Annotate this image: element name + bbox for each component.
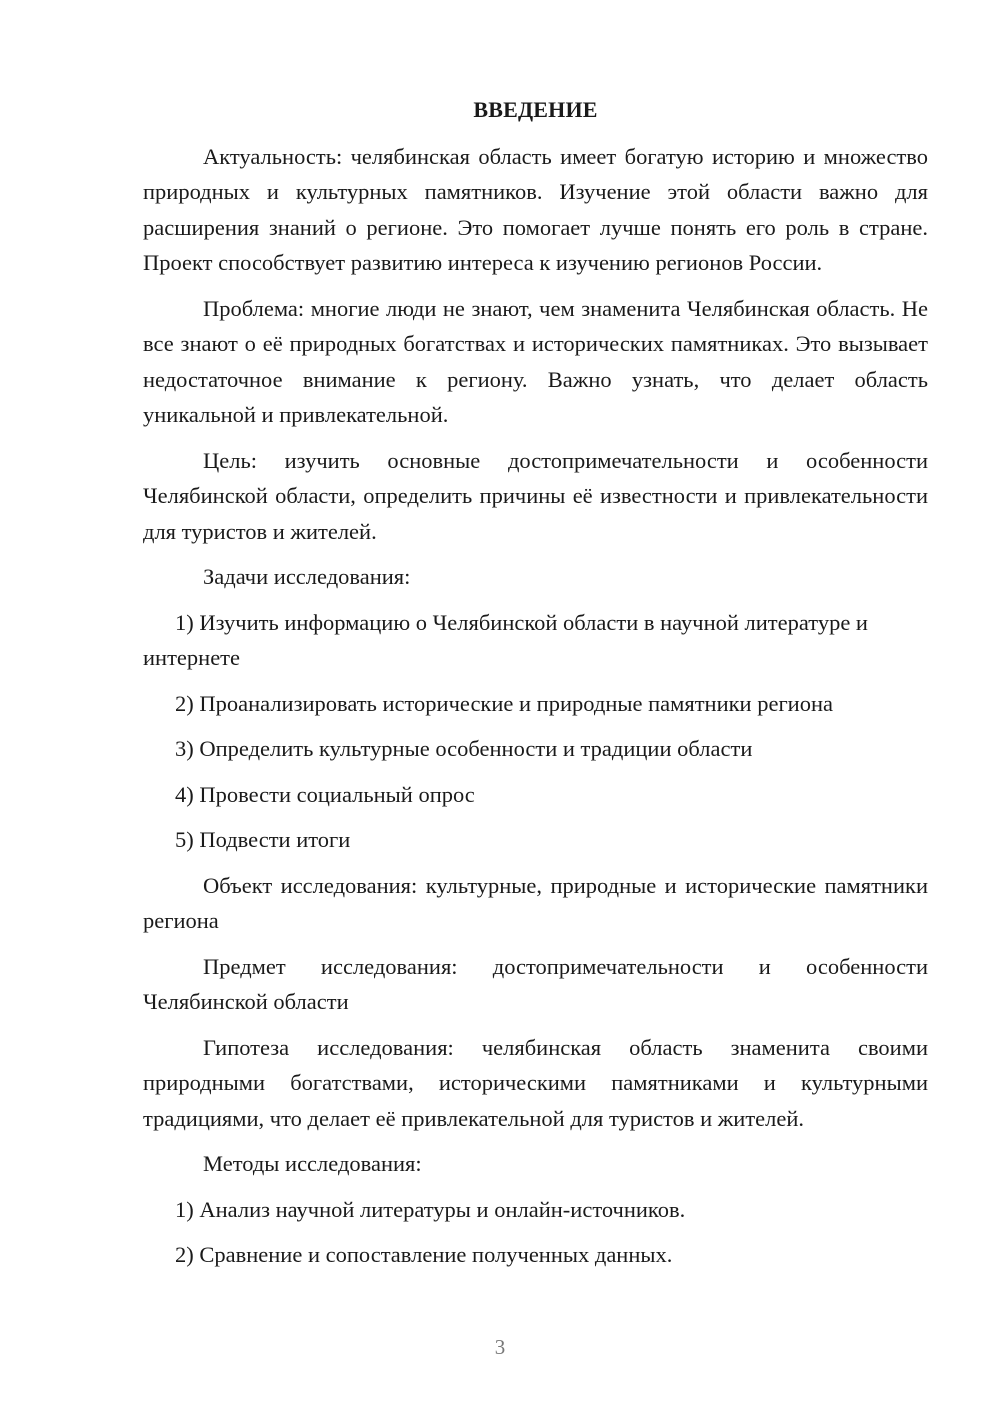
page-number: 3 xyxy=(494,1335,506,1359)
object-paragraph: Объект исследования: культурные, природные и исторические памятники региона xyxy=(143,872,928,933)
problem-paragraph: Проблема: многие люди не знают, чем знаменита Челябинская область. Не все знают о её природных богатствах и исторических памятниках. Это вызывает недостаточное внимание к региону. Важно узнать, что делает область уникальной и привлекательной. xyxy=(143,295,928,427)
document-page xyxy=(143,92,928,1283)
method-item-2: 2) Сравнение и сопоставление полученных данных. xyxy=(175,1242,673,1267)
task-item-3: 3) Определить культурные особенности и традиции области xyxy=(175,736,753,761)
methods-heading: Методы исследования: xyxy=(203,1151,422,1176)
method-item-1: 1) Анализ научной литературы и онлайн-источников. xyxy=(175,1196,686,1222)
relevance-paragraph: Актуальность: челябинская область имеет богатую историю и множество природных и культурных памятников. Изучение этой области важно для расширения знаний о регионе. Это помогает лучше понять его роль в стране. Проект способствует развитию интереса к изучению регионов России. xyxy=(143,143,928,275)
subject-paragraph: Предмет исследования: достопримечательности и особенности Челябинской области xyxy=(143,953,928,1014)
task-item-1: 1) Изучить информацию о Челябинской области в научной литературе и интернете xyxy=(143,609,868,670)
goal-paragraph: Цель: изучить основные достопримечательности и особенности Челябинской области, определить причины её известности и привлекательности для туристов и жителей. xyxy=(143,447,928,544)
hypothesis-paragraph: Гипотеза исследования: челябинская область знаменита своими природными богатствами, историческими памятниками и культурными традициями, что делает её привлекательной для туристов и жителей. xyxy=(143,1034,928,1131)
task-item-2: 2) Проанализировать исторические и природные памятники региона xyxy=(175,690,833,716)
task-item-5: 5) Подвести итоги xyxy=(175,827,351,852)
tasks-heading: Задачи исследования: xyxy=(203,564,411,589)
task-item-4: 4) Провести социальный опрос xyxy=(175,781,475,807)
section-title: ВВЕДЕНИЕ xyxy=(473,97,598,122)
